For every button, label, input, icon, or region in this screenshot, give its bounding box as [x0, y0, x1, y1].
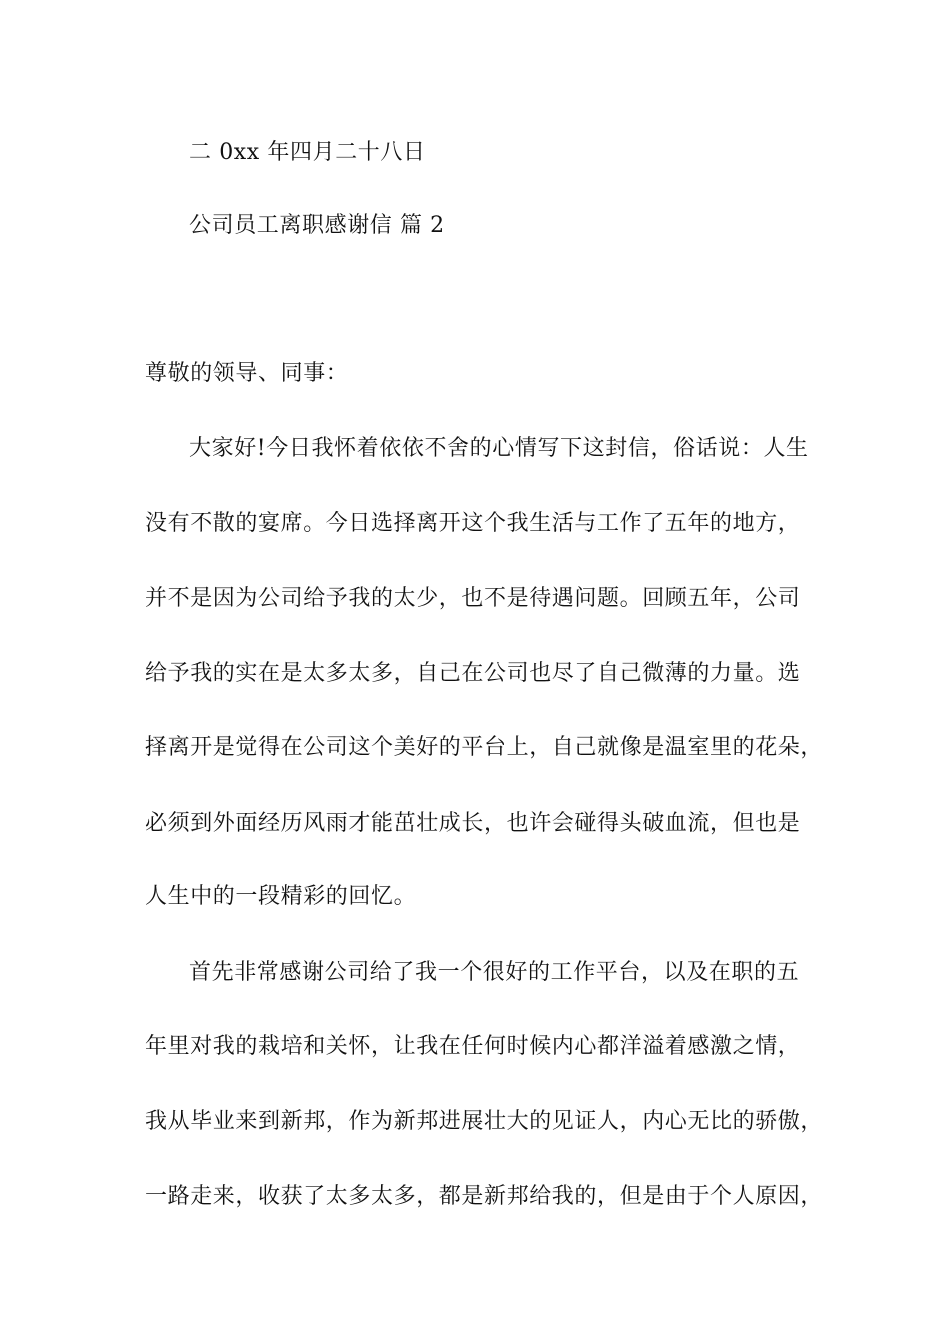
paragraph-line: 必须到外面经历风雨才能茁壮成长，也许会碰得头破血流，但也是 [145, 811, 801, 836]
paragraph-line: 并不是因为公司给予我的太少，也不是待遇问题。回顾五年，公司 [145, 586, 801, 611]
paragraph-line: 给予我的实在是太多太多，自己在公司也尽了自己微薄的力量。选 [145, 661, 801, 686]
paragraph-line: 首先非常感谢公司给了我一个很好的工作平台，以及在职的五 [189, 960, 800, 985]
paragraph-line: 择离开是觉得在公司这个美好的平台上，自己就像是温室里的花朵， [145, 735, 824, 760]
paragraph-line: 大家好!今日我怀着依依不舍的心情写下这封信，俗话说：人生 [189, 436, 809, 461]
paragraph-line: 我从毕业来到新邦，作为新邦进展壮大的见证人，内心无比的骄傲， [145, 1109, 824, 1134]
paragraph-line: 人生中的一段精彩的回忆。 [145, 884, 417, 909]
letter-date: 二 0xx 年四月二十八日 [189, 140, 426, 165]
paragraph-line: 一路走来，收获了太多太多，都是新邦给我的，但是由于个人原因， [145, 1184, 824, 1209]
paragraph-line: 没有不散的宴席。今日选择离开这个我生活与工作了五年的地方， [145, 511, 801, 536]
paragraph-line: 年里对我的栽培和关怀，让我在任何时候内心都洋溢着感激之情， [145, 1034, 801, 1059]
document-title: 公司员工离职感谢信 篇 2 [189, 213, 445, 238]
salutation: 尊敬的领导、同事： [145, 361, 349, 386]
